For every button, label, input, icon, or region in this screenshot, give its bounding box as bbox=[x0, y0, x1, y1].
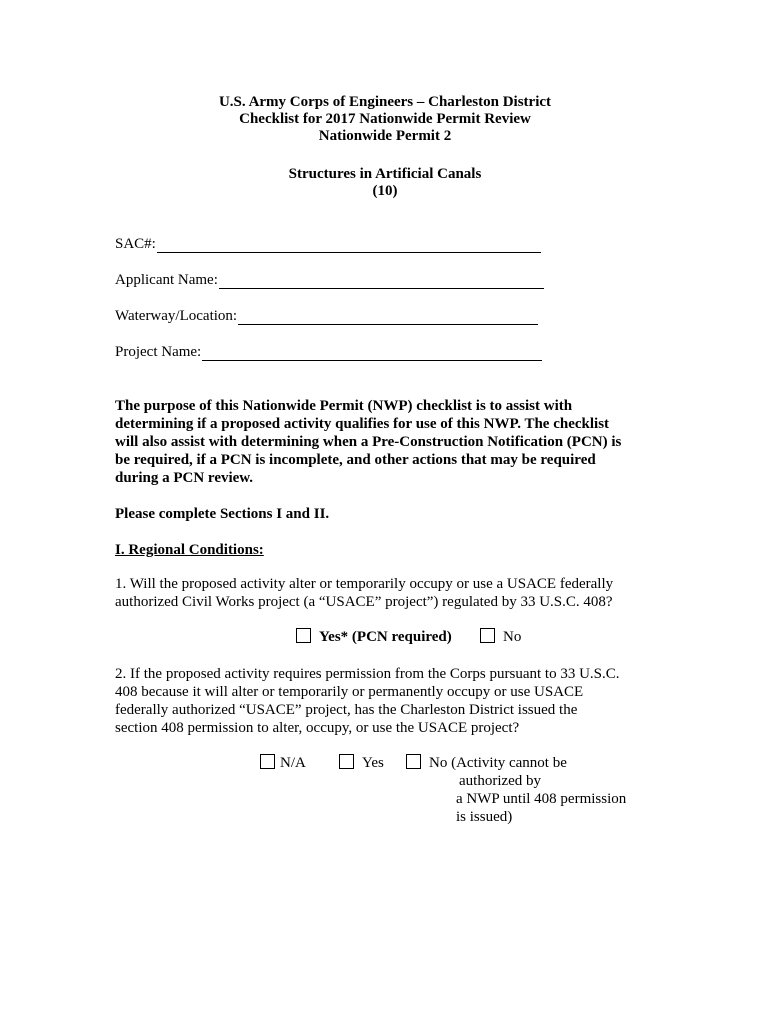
header-agency: U.S. Army Corps of Engineers – Charleston District bbox=[218, 94, 552, 110]
header-permit-number: Nationwide Permit 2 bbox=[318, 128, 452, 144]
subtitle-code: (10) bbox=[372, 183, 398, 199]
q2-yes-checkbox[interactable] bbox=[339, 754, 354, 769]
q1-yes-checkbox[interactable] bbox=[296, 628, 311, 643]
q2-yes-label: Yes bbox=[362, 755, 384, 771]
document-subtitle bbox=[0, 166, 770, 200]
q2-no-option[interactable] bbox=[406, 754, 567, 772]
document-header bbox=[0, 94, 770, 145]
purpose-paragraph: The purpose of this Nationwide Permit (NWP) checklist is to assist with determining if a proposed activity qualifies for use of this NWP. The checklist will also assist with determining when a Pre-Construction Notification (PCN) is be required, if a PCN is incomplete, and other actions that may be required during a PCN review. bbox=[115, 398, 622, 486]
q2-na-label: N/A bbox=[280, 755, 306, 771]
question-1: 1. Will the proposed activity alter or temporarily occupy or use a USACE federally authorized Civil Works project (a “USACE” project”) regulated by 33 U.S.C. 408? bbox=[115, 576, 614, 610]
q2-no-checkbox[interactable] bbox=[406, 754, 421, 769]
sac-field bbox=[115, 235, 541, 253]
q1-yes-option[interactable] bbox=[296, 628, 452, 646]
applicant-input-line[interactable] bbox=[219, 274, 544, 289]
q1-yes-label: Yes* (PCN required) bbox=[319, 629, 452, 645]
waterway-field bbox=[115, 307, 538, 325]
header-checklist-title: Checklist for 2017 Nationwide Permit Review bbox=[239, 111, 531, 127]
instruction-text: Please complete Sections I and II. bbox=[115, 506, 330, 522]
q2-no-label: No (Activity cannot be bbox=[429, 755, 567, 771]
project-label: Project Name: bbox=[115, 344, 202, 360]
q2-na-option[interactable] bbox=[260, 754, 306, 772]
project-field bbox=[115, 343, 542, 361]
q2-no-label-cont-3: is issued) bbox=[456, 809, 513, 825]
sac-label: SAC#: bbox=[115, 236, 156, 252]
applicant-label: Applicant Name: bbox=[115, 272, 218, 288]
sac-input-line[interactable] bbox=[157, 238, 541, 253]
subtitle-text: Structures in Artificial Canals bbox=[288, 166, 482, 182]
waterway-input-line[interactable] bbox=[238, 310, 538, 325]
question-2: 2. If the proposed activity requires permission from the Corps pursuant to 33 U.S.C. 408 because it will alter or temporarily or permanently occupy or use USACE federally authorized “USACE” project, has the Charleston District issued the section 408 permission to alter, occupy, or use the USACE project? bbox=[115, 666, 620, 736]
project-input-line[interactable] bbox=[202, 346, 542, 361]
q1-no-option[interactable] bbox=[480, 628, 521, 646]
q2-na-checkbox[interactable] bbox=[260, 754, 275, 769]
applicant-field bbox=[115, 271, 544, 289]
section-1-heading: I. Regional Conditions: bbox=[115, 542, 264, 558]
q2-no-label-cont-2: a NWP until 408 permission bbox=[456, 791, 627, 807]
q2-no-label-cont-1: authorized by bbox=[459, 773, 542, 789]
q2-yes-option[interactable] bbox=[339, 754, 384, 772]
q1-no-label: No bbox=[503, 629, 522, 645]
waterway-label: Waterway/Location: bbox=[115, 308, 238, 324]
q1-no-checkbox[interactable] bbox=[480, 628, 495, 643]
